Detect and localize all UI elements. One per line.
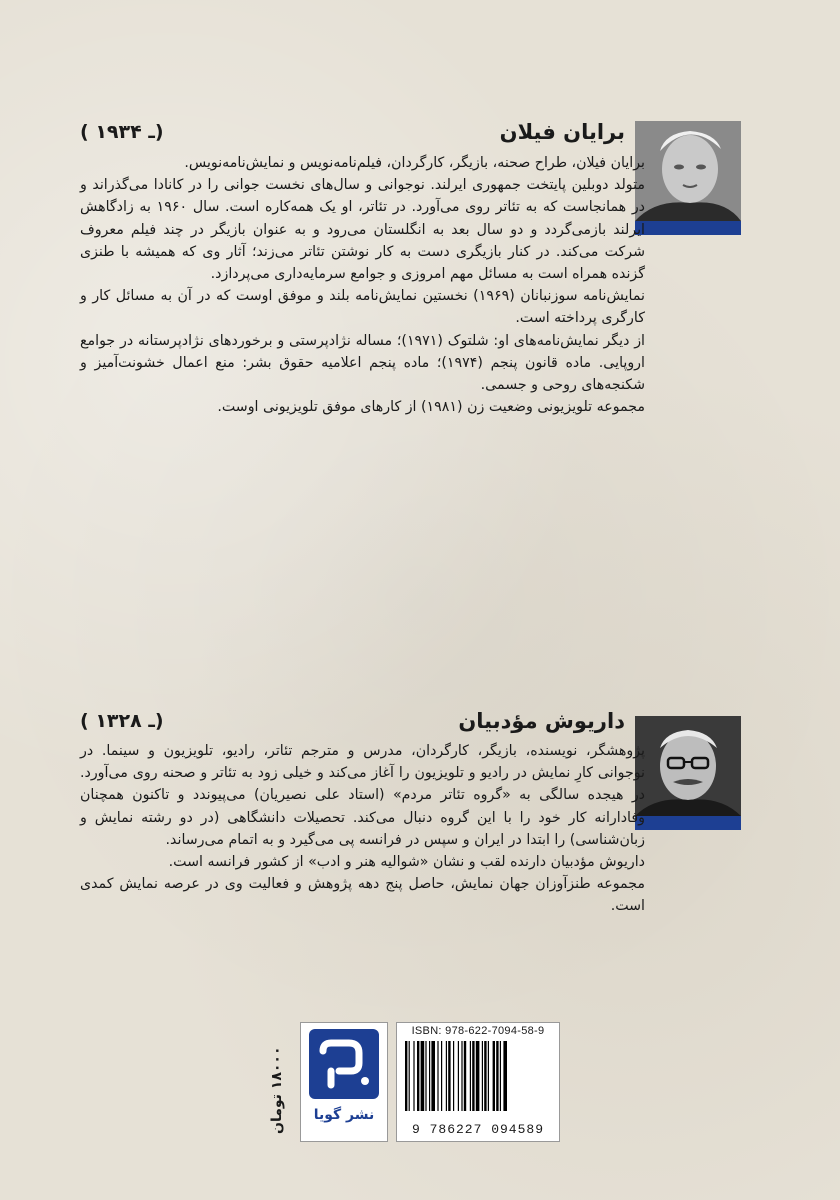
barcode-bar bbox=[493, 1041, 495, 1111]
barcode-bar bbox=[500, 1041, 501, 1111]
barcode-bar bbox=[425, 1041, 426, 1111]
author2-photo bbox=[635, 716, 741, 830]
author1-portrait-icon bbox=[635, 121, 741, 221]
author2-paragraph: مجموعه طنزآوزان جهان نمایش، حاصل پنج دهه پژوهش و فعالیت وی در عرصه نمایش کمدی است. bbox=[80, 876, 645, 915]
isbn-label: ISBN: 978-622-7094-58-9 bbox=[411, 1025, 545, 1037]
author2-photo-bar bbox=[635, 816, 741, 830]
author1-header bbox=[80, 116, 625, 148]
barcode-bar bbox=[446, 1041, 447, 1111]
barcode-bar bbox=[476, 1041, 480, 1111]
barcode-bar bbox=[409, 1041, 410, 1111]
author1-paragraph: متولد دوبلین پایتخت جمهوری ایرلند. نوجوانی و سال‌های نخست جوانی را در کانادا می‌گذراند و در همانجاست که به تئاتر روی می‌آورد. در تئاتر، او یک همه‌کاره است. سال ۱۹۶۰ به زادگاهش ایرلند بازمی‌گردد و دو سال بعد به انگلستان می‌رود و به عنوان بازیگر در چند فیلم معروف شرکت می‌کند. در کنار بازیگری دست به کار نوشتن تئاتر می‌زند؛ آثار وی که همیشه با طنزی گزنده همراه است به مسائل مهم امروزی و جوامع سرمایه‌داری می‌پردازد. bbox=[80, 177, 645, 283]
barcode-bars bbox=[403, 1041, 553, 1111]
barcode-bar bbox=[461, 1041, 462, 1111]
barcode-bar bbox=[441, 1041, 442, 1111]
author1-dates: ( ـ ۱۹۳۴) bbox=[80, 121, 164, 143]
barcode-bar bbox=[453, 1041, 454, 1111]
author1-photo bbox=[635, 121, 741, 235]
author1-paragraph: از دیگر نمایش‌نامه‌های او: شلتوک (۱۹۷۱)؛ مساله نژادپرستی و برخوردهای نژادپرستانه در جوامع اروپایی. ماده قانون پنجم (۱۹۷۴)؛ ماده پنجم اعلامیه حقوق بشر: منع اعمال خشونت‌آمیز و شکنجه‌های روحی و جسمی. bbox=[80, 332, 645, 394]
barcode-block bbox=[396, 1022, 560, 1142]
barcode-bar bbox=[448, 1041, 450, 1111]
publisher-logo-icon bbox=[309, 1029, 379, 1099]
price-label: ۱۸۰۰۰ تومان bbox=[269, 1046, 285, 1134]
author2-name: داریوش مؤدبیان bbox=[458, 709, 625, 733]
barcode-bar bbox=[405, 1041, 407, 1111]
author2-portrait-icon bbox=[635, 716, 741, 816]
barcode-bar bbox=[472, 1041, 474, 1111]
barcode-bar bbox=[413, 1041, 414, 1111]
author1-paragraph: برایان فیلان، طراح صحنه، بازیگر، کارگردان، فیلم‌نامه‌نویس و نمایش‌نامه‌نویس. bbox=[184, 155, 645, 171]
publisher-block bbox=[300, 1022, 388, 1142]
author2-paragraph: داریوش مؤدبیان دارنده لقب و نشان «شوالیه هنر و ادب» از کشور فرانسه است. bbox=[168, 854, 645, 871]
publisher-name: نشر گویا bbox=[313, 1107, 375, 1123]
author2-header bbox=[80, 705, 625, 737]
barcode-bar bbox=[437, 1041, 438, 1111]
author1-paragraph: مجموعه تلویزیونی وضعیت زن (۱۹۸۱) از کارهای موفق تلویزیونی اوست. bbox=[217, 399, 645, 416]
author2-bio bbox=[80, 740, 645, 918]
barcode-bar bbox=[488, 1041, 489, 1111]
barcode-bar bbox=[503, 1041, 507, 1111]
barcode-bar bbox=[482, 1041, 483, 1111]
barcode-bar bbox=[458, 1041, 459, 1111]
barcode-bar bbox=[470, 1041, 471, 1111]
author1-bio bbox=[80, 152, 645, 418]
barcode-digits: 9 786227 094589 bbox=[411, 1122, 545, 1137]
author2-paragraph: پژوهشگر، نویسنده، بازیگر، کارگردان، مدرس و مترجم تئاتر، رادیو، تلویزیون و سینما. در نوجوانی کارِ نمایش در رادیو و تلویزیون را آغاز می‌کند و خیلی زود به تئاتر و صحنه روی می‌آورد. در هیجده سالگی به «گروه تئاتر مردم» (استاد علی نصیریان) می‌پیوندد و تاکنون همچنان وفادارانه کار خود را با این گروه دنبال می‌کند. تحصیلات دانشگاهی (در دو رشته نمایش و زبان‌شناسی) را ابتدا در ایران و سپس در فرانسه پی می‌گیرد و به اتمام می‌رساند. bbox=[80, 743, 645, 848]
barcode-bar bbox=[496, 1041, 498, 1111]
barcode-bar bbox=[484, 1041, 486, 1111]
barcode-bar bbox=[431, 1041, 435, 1111]
author1-paragraph: نمایش‌نامه سوزنبانان (۱۹۶۹) نخستین نمایش‌نامه بلند و موفق اوست که در آن به مسائل کار و کارگری پرداخته است. bbox=[80, 288, 646, 327]
barcode-bar bbox=[417, 1041, 419, 1111]
barcode-bar bbox=[421, 1041, 425, 1111]
barcode-bar bbox=[464, 1041, 466, 1111]
author1-photo-bar bbox=[635, 221, 741, 235]
author2-dates: ( ـ ۱۳۲۸) bbox=[80, 710, 164, 732]
author1-name: برایان فیلان bbox=[499, 120, 625, 144]
barcode-bar bbox=[429, 1041, 430, 1111]
